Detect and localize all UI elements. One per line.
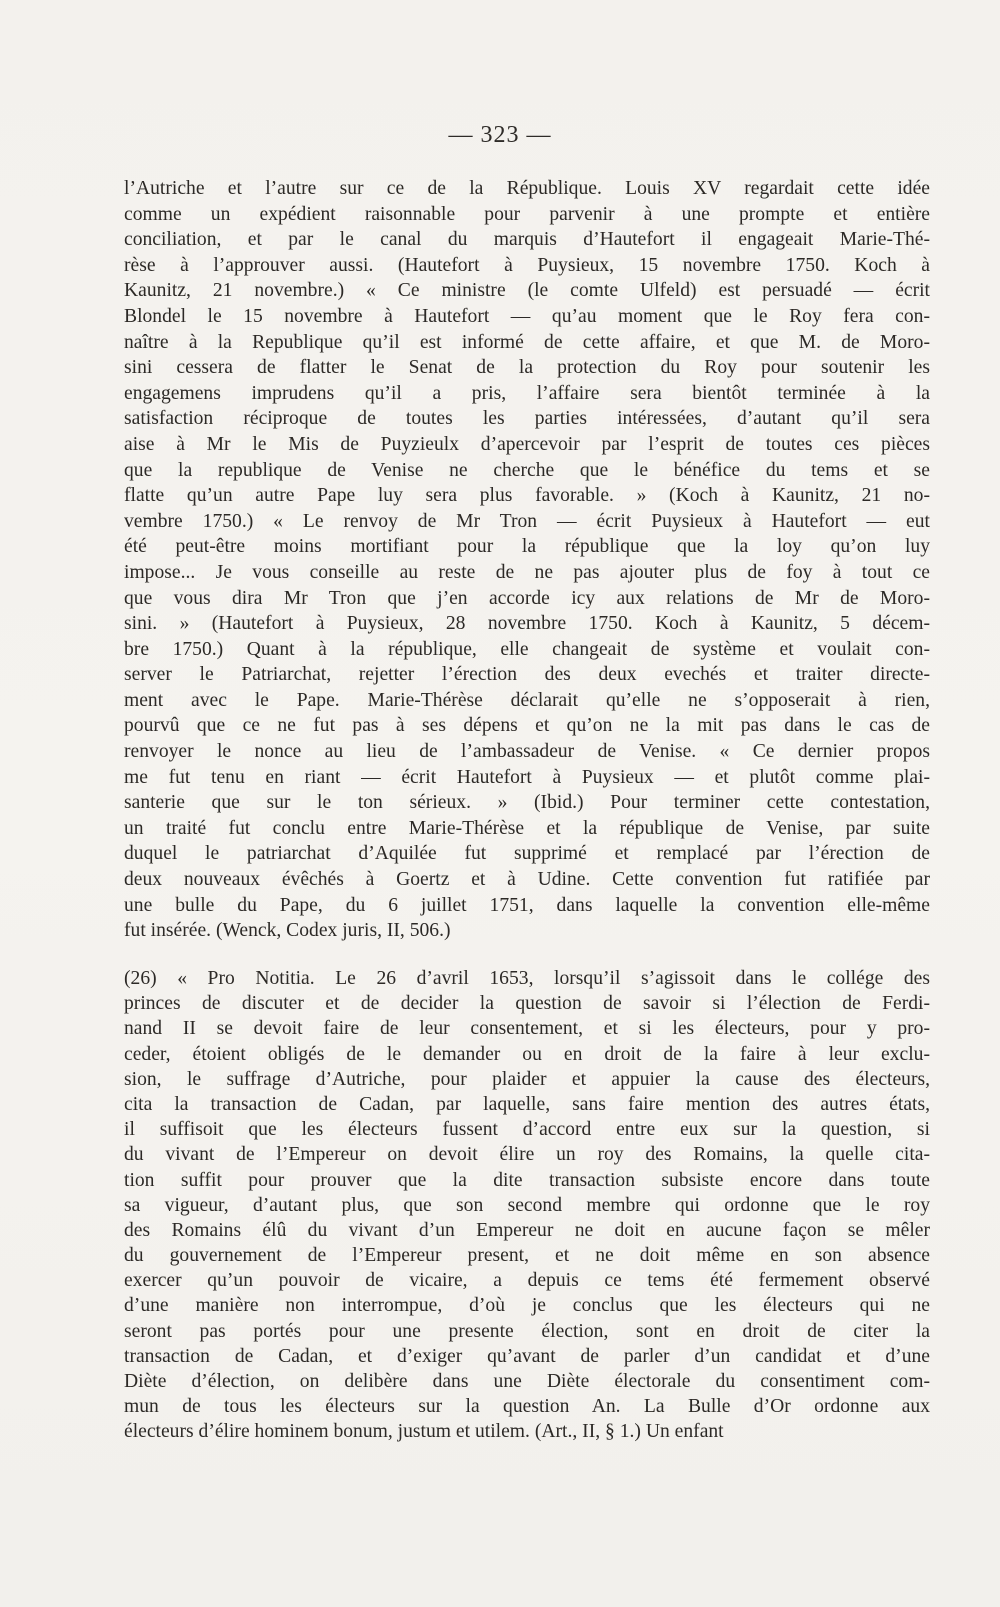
text-line: fut insérée. (Wenck, Codex juris, II, 506.) bbox=[124, 920, 451, 942]
text-line: sa vigueur, d’autant plus, que son second membre qui ordonne que le roy bbox=[124, 1194, 930, 1216]
text-line: pourvû que ce ne fut pas à ses dépens et qu’on ne la mit pas dans le cas de bbox=[124, 715, 930, 737]
text-line: mun de tous les électeurs sur la question An. La Bulle d’Or ordonne aux bbox=[124, 1396, 930, 1418]
text-line: une bulle du Pape, du 6 juillet 1751, dans laquelle la convention elle-même bbox=[124, 894, 930, 916]
text-line: deux nouveaux évêchés à Goertz et à Udine. Cette convention fut ratifiée par bbox=[124, 869, 930, 891]
text-line: sion, le suffrage d’Autriche, pour plaider et appuier la cause des électeurs, bbox=[124, 1068, 930, 1090]
text-line: satisfaction réciproque de toutes les parties intéressées, d’autant qu’il sera bbox=[124, 408, 930, 430]
text-line: ceder, étoient obligés de le demander ou en droit de la faire à leur exclu- bbox=[124, 1043, 930, 1065]
text-line: santerie que sur le ton sérieux. » (Ibid.) Pour terminer cette contestation, bbox=[124, 792, 930, 814]
text-line: électeurs d’élire hominem bonum, justum et utilem. (Art., II, § 1.) Un enfant bbox=[124, 1421, 724, 1443]
text-line: d’une manière non interrompue, d’où je conclus que les électeurs qui ne bbox=[124, 1295, 930, 1317]
text-line: Kaunitz, 21 novembre.) « Ce ministre (le comte Ulfeld) est persuadé — écrit bbox=[124, 280, 930, 302]
text-line: duquel le patriarchat d’Aquilée fut supprimé et remplacé par l’érection de bbox=[124, 843, 930, 865]
text-line: que vous dira Mr Tron que j’en accorde icy aux relations de Mr de Moro- bbox=[124, 587, 930, 609]
paragraph-note-continuation bbox=[124, 176, 930, 944]
text-line: princes de discuter et de decider la question de savoir si l’élection de Ferdi- bbox=[124, 993, 930, 1015]
paragraph-note-26 bbox=[124, 966, 930, 1445]
text-line: un traité fut conclu entre Marie-Thérèse et la république de Venise, par suite bbox=[124, 817, 930, 839]
text-line: impose... Je vous conseille au reste de ne pas ajouter plus de foy à tout ce bbox=[124, 561, 930, 583]
text-line: ment avec le Pape. Marie-Thérèse déclarait qu’elle ne s’opposerait à rien, bbox=[124, 689, 930, 711]
text-line: bre 1750.) Quant à la république, elle changeait de système et voulait con- bbox=[124, 638, 930, 660]
text-line: tion suffit pour prouver que la dite transaction subsiste encore dans toute bbox=[124, 1169, 930, 1191]
text-line: du vivant de l’Empereur on devoit élire un roy des Romains, la quelle cita- bbox=[124, 1144, 930, 1166]
text-line: sini. » (Hautefort à Puysieux, 28 novembre 1750. Koch à Kaunitz, 5 décem- bbox=[124, 613, 930, 635]
text-line: server le Patriarchat, rejetter l’érection des deux evechés et traiter directe- bbox=[124, 664, 930, 686]
text-line: aise à Mr le Mis de Puyzieulx d’apercevoir par l’esprit de toutes ces pièces bbox=[124, 433, 930, 455]
text-line: conciliation, et par le canal du marquis d’Hautefort il engageait Marie-Thé- bbox=[124, 229, 930, 251]
text-line: Diète d’élection, on delibère dans une Diète électorale du consentiment com- bbox=[124, 1371, 930, 1392]
text-line: vembre 1750.) « Le renvoy de Mr Tron — écrit Puysieux à Hautefort — eut bbox=[124, 510, 930, 532]
text-line: sini cessera de flatter le Senat de la protection du Roy pour soutenir les bbox=[124, 357, 930, 379]
text-line: nand II se devoit faire de leur consentement, et si les électeurs, pour y pro- bbox=[124, 1018, 930, 1040]
text-line: naître à la Republique qu’il est informé de cette affaire, et que M. de Moro- bbox=[124, 331, 930, 353]
text-line: engagemens imprudens qu’il a pris, l’affaire sera bientôt terminée à la bbox=[124, 382, 930, 404]
text-line: du gouvernement de l’Empereur present, et ne doit même en son absence bbox=[124, 1245, 930, 1267]
text-line: transaction de Cadan, et d’exiger qu’avant de parler d’un candidat et d’une bbox=[124, 1345, 930, 1367]
text-line: été peut-être moins mortifiant pour la république que la loy qu’on luy bbox=[124, 536, 930, 558]
text-line: que la republique de Venise ne cherche que le bénéfice du tems et se bbox=[124, 459, 930, 481]
text-line: cita la transaction de Cadan, par laquelle, sans faire mention des autres états, bbox=[124, 1093, 930, 1115]
text-line: il suffisoit que les électeurs fussent d’accord entre eux sur la question, si bbox=[124, 1119, 930, 1141]
text-line: flatte qu’un autre Pape luy sera plus favorable. » (Koch à Kaunitz, 21 no- bbox=[124, 485, 930, 507]
text-line: rèse à l’approuver aussi. (Hautefort à Puysieux, 15 novembre 1750. Koch à bbox=[124, 254, 930, 276]
text-line: des Romains élû du vivant d’un Empereur ne doit en aucune façon se mêler bbox=[124, 1219, 930, 1241]
text-line: renvoyer le nonce au lieu de l’ambassadeur de Venise. « Ce dernier propos bbox=[124, 741, 930, 763]
text-line: me fut tenu en riant — écrit Hautefort à Puysieux — et plutôt comme plai- bbox=[124, 766, 930, 788]
page-number: — 323 — bbox=[448, 122, 552, 148]
text-line: Blondel le 15 novembre à Hautefort — qu’au moment que le Roy fera con- bbox=[124, 305, 930, 327]
text-line: exercer qu’un pouvoir de vicaire, a depuis ce tems été fermement observé bbox=[124, 1270, 930, 1292]
text-line: l’Autriche et l’autre sur ce de la République. Louis XV regardait cette idée bbox=[124, 178, 930, 199]
text-line: (26) « Pro Notitia. Le 26 d’avril 1653, lorsqu’il s’agissoit dans le collége des bbox=[124, 968, 930, 989]
text-line: comme un expédient raisonnable pour parvenir à une prompte et entière bbox=[124, 203, 930, 225]
text-line: seront pas portés pour une presente élection, sont en droit de citer la bbox=[124, 1320, 930, 1342]
